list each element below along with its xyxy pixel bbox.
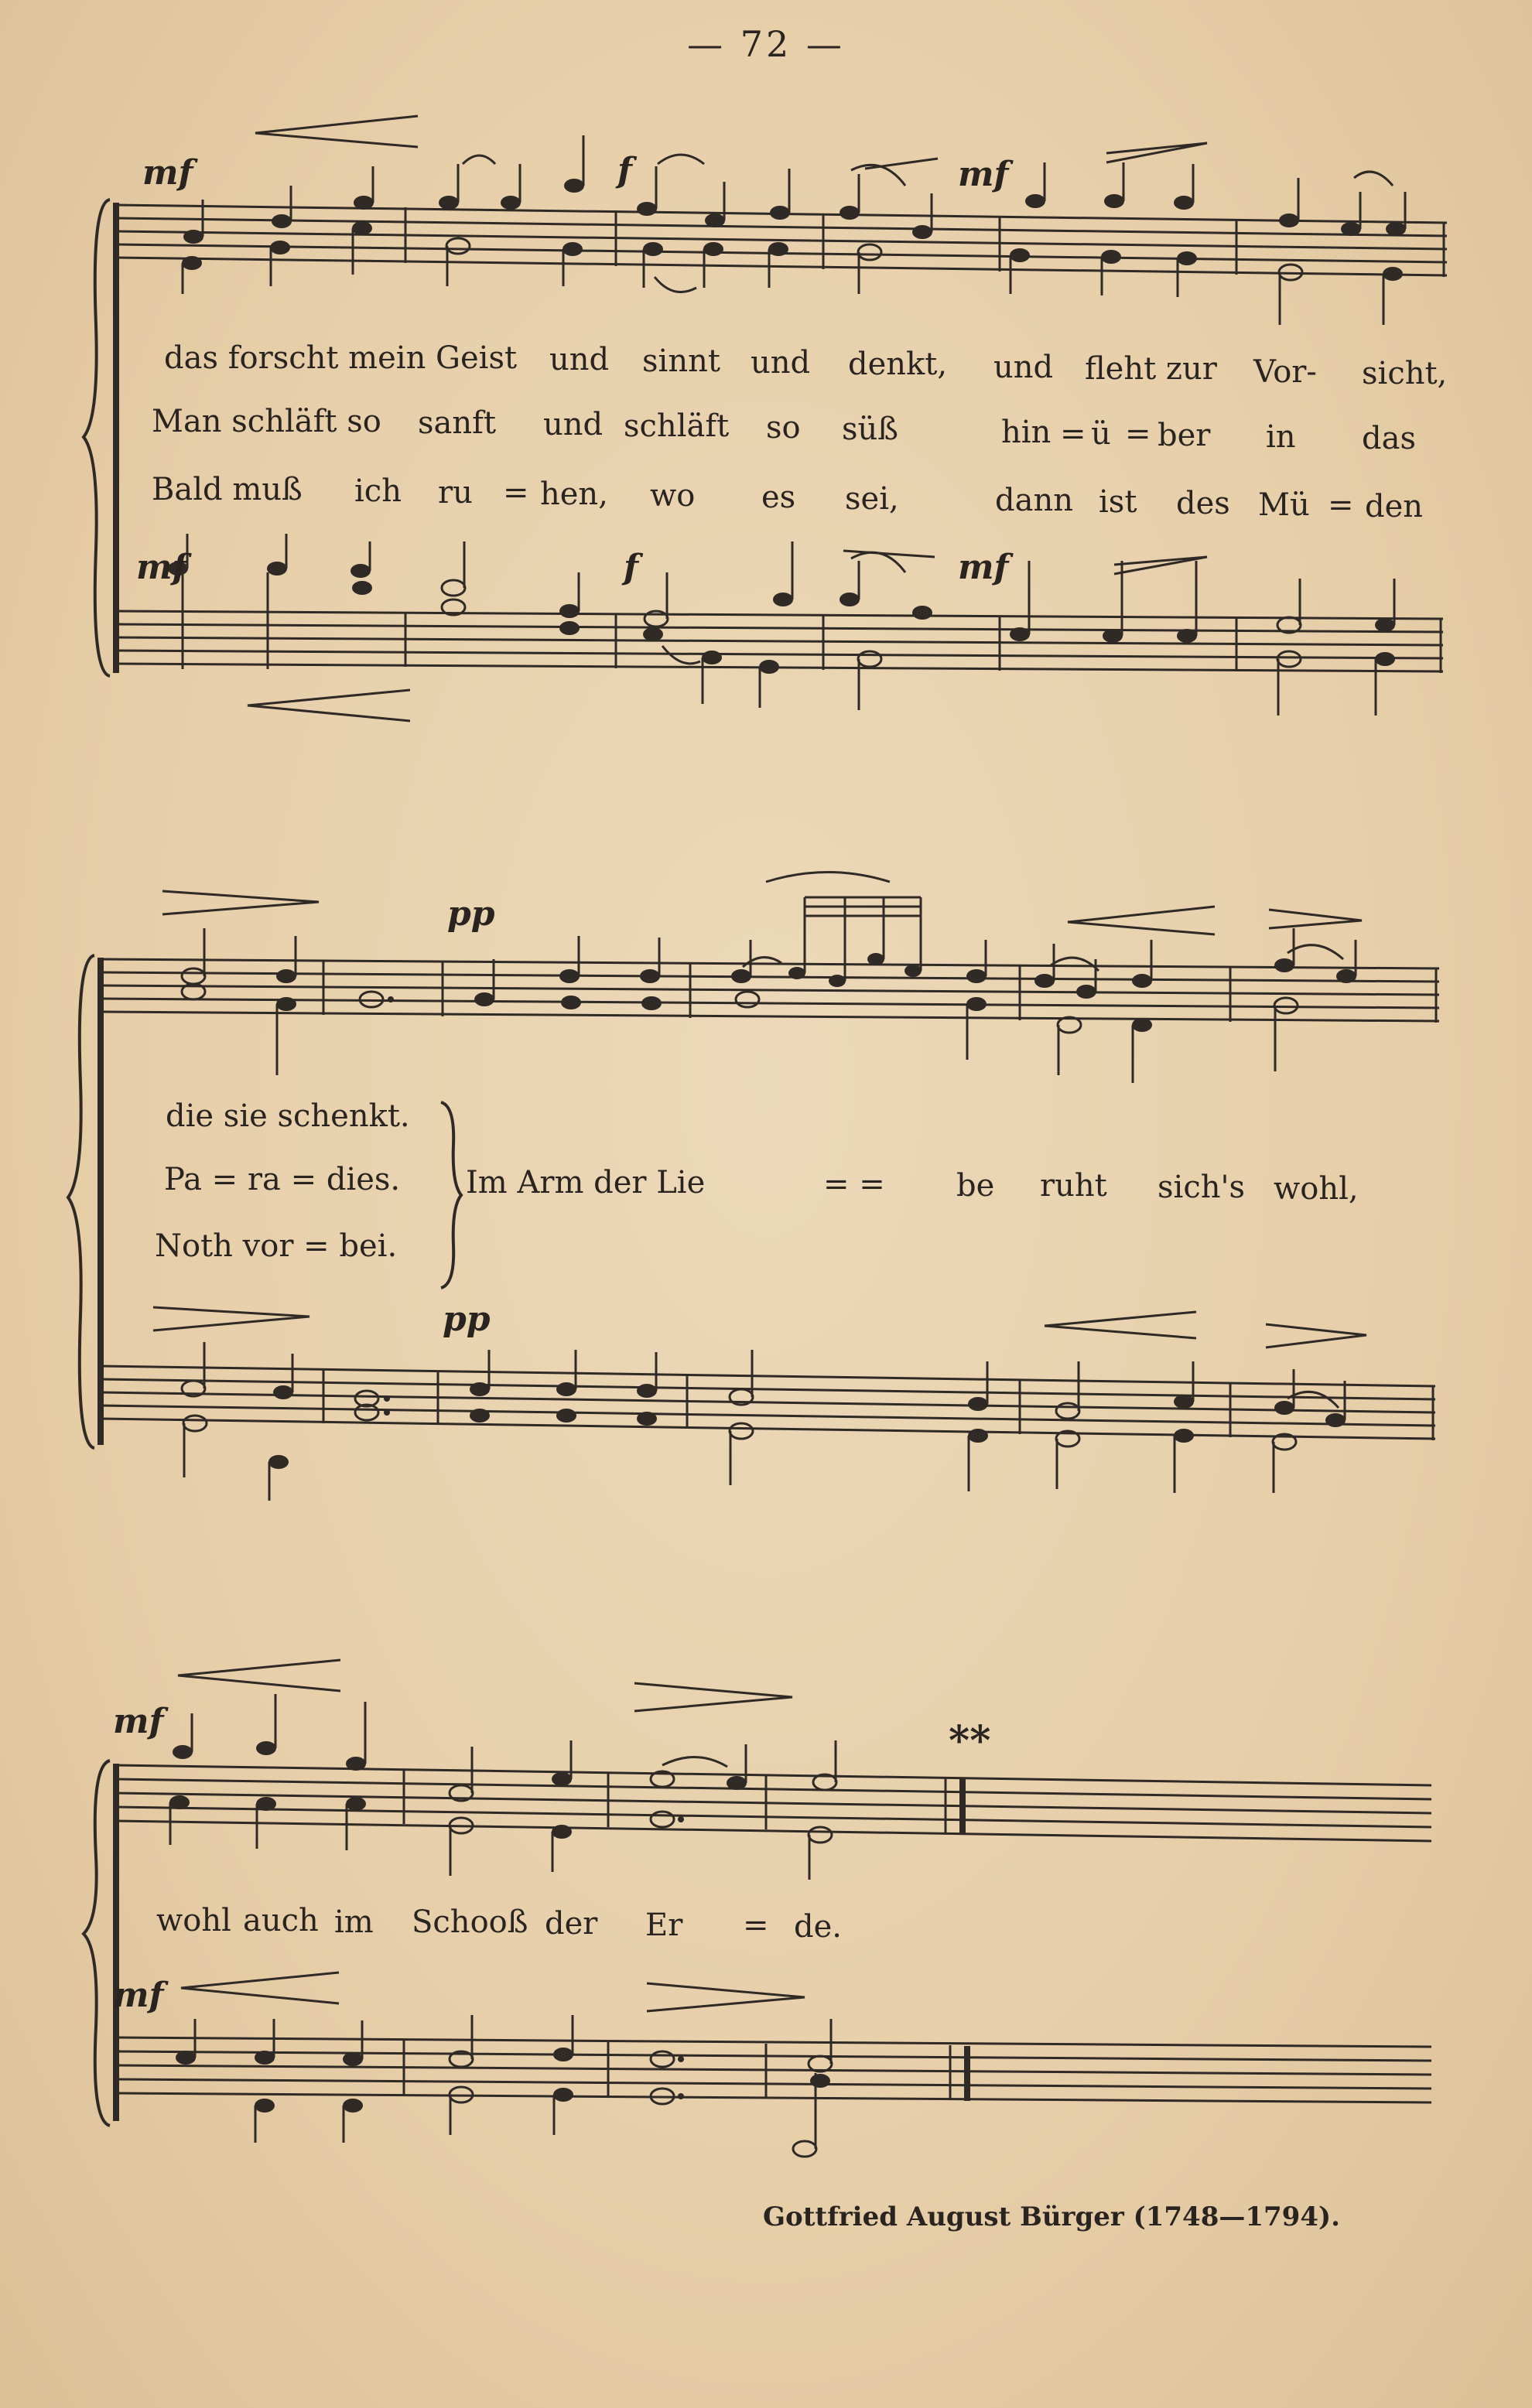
lyric-verse-3: den [1365,489,1424,524]
lyric-verse-2: schläft [624,408,730,444]
staff-3-lower [116,2037,1431,2102]
lyric-verse-2: Man schläft so [152,404,381,439]
staff-1-lower [116,611,1443,671]
lyric-verse-1: und [751,345,811,381]
dynamic-mf: mf [136,548,187,587]
lyric-verse-2: sanft [418,405,497,441]
lyric-refrain: wohl, [1274,1171,1359,1207]
lyric-verse-1: Vor- [1253,354,1317,390]
lyric-verse-1: sinnt [642,343,720,379]
lyric-verse-1: und [549,342,610,377]
page-number: — 72 — [687,23,845,65]
lyric-verse-2: in [1266,419,1296,455]
lyric-verse-3-end: Noth vor = bei. [155,1228,398,1264]
lyric-verse-3: wo [650,478,696,514]
system-brace [68,955,94,1448]
lyric-verse-3: sei, [845,481,899,517]
author-name: Gottfried August Bürger [763,2201,1124,2232]
dynamic-f: f [624,548,638,587]
lyric-verse-2: = [1060,416,1086,452]
lyric-verse-3: des [1176,486,1230,521]
lyric-verse-3: = [503,475,529,511]
lyric-verse-1-end: die sie schenkt. [166,1098,410,1134]
system-brace [84,1761,110,2126]
lyric-refrain: Im Arm der Lie [466,1165,706,1201]
dynamic-pp: pp [443,1300,491,1339]
lyric-verse-2: hin [1001,415,1052,450]
author-credit [763,2201,1340,2232]
lyric-verse-3: es [761,480,796,515]
lyric-verse-3: ru [438,475,473,511]
staff-2-upper [101,959,1439,1021]
lyric-refrain: sich's [1158,1170,1246,1205]
lyric-refrain: ruht [1040,1168,1107,1204]
lyric-verse-1: fleht zur [1085,351,1217,387]
lyric-verse-3: ist [1099,484,1137,520]
notes-1-upper [182,135,1406,325]
lyric-final: Schooß [412,1904,528,1940]
lyric-verse-2: und [543,407,604,442]
lyric-verse-3: = [1328,487,1354,523]
lyric-final: auch [243,1903,319,1938]
lyric-refrain: be [956,1168,995,1204]
lyric-verse-1: sicht, [1362,356,1448,391]
notes-3-upper [169,1694,836,1880]
system-brace [84,200,110,676]
lyric-verse-2-end: Pa = ra = dies. [164,1162,401,1197]
staff-3-upper [116,1765,1431,1841]
dynamic-mf: mf [113,1702,164,1741]
lyric-verse-3: ich [354,473,402,509]
lyric-verse-1: und [993,350,1054,385]
end-ornament: ** [949,1717,991,1764]
lyric-refrain: = = [823,1166,885,1202]
lyric-verse-1: denkt, [848,347,948,382]
dynamic-f: f [617,151,632,190]
lyric-verse-2: = [1125,416,1151,452]
lyric-verse-3: Mü [1258,487,1310,523]
lyric-verse-3: Bald muß [152,472,303,507]
dynamic-mf: mf [113,1976,164,2015]
dynamic-mf: mf [958,155,1009,194]
dynamic-mf: mf [958,548,1009,587]
author-dates: (1748—1794). [1133,2201,1340,2232]
lyric-verse-1: das forscht mein Geist [164,340,518,376]
dynamic-pp: pp [447,894,495,934]
lyric-final: im [334,1904,374,1940]
dynamic-mf: mf [142,153,193,193]
lyric-final: = [743,1908,769,1943]
lyric-final: Er [645,1908,683,1943]
lyric-final: wohl [156,1903,231,1938]
lyric-verse-2: so [766,410,801,446]
lyric-verse-3: hen, [540,476,608,512]
lyric-verse-2: ü [1091,416,1111,452]
lyric-final: de. [794,1909,842,1945]
notes-3-lower [176,2015,832,2157]
lyric-verse-3: dann [995,483,1073,518]
staff-2-lower [101,1366,1435,1439]
lyric-verse-2: das [1362,421,1416,456]
lyric-verse-2: ber [1158,418,1211,453]
lyric-verse-2: süß [842,412,899,447]
lyric-final: der [545,1906,598,1942]
